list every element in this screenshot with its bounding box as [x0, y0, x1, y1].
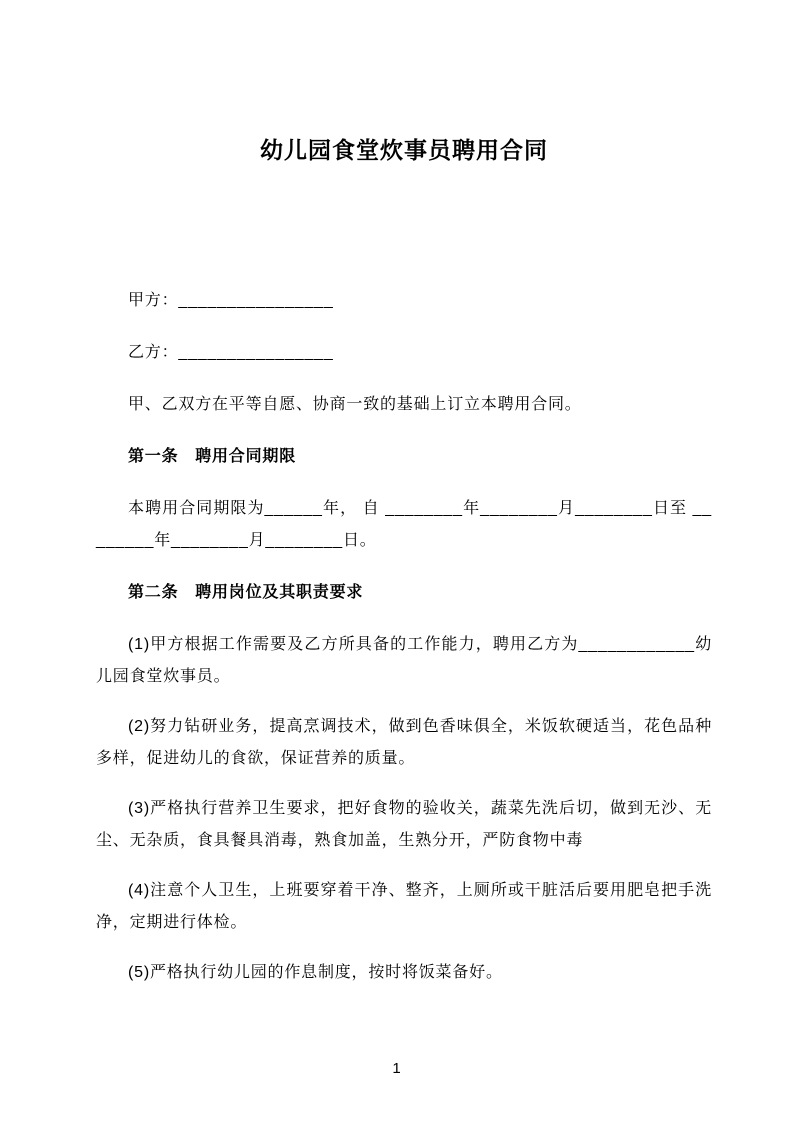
document-title: 幼儿园食堂炊事员聘用合同 — [260, 137, 548, 163]
article-1-body: 本聘用合同期限为______年， 自 ________年________月________日至 ________年________月________日。 — [96, 500, 712, 549]
party-a-line: 甲方：________________ — [128, 292, 334, 309]
duty-item-4: (4)注意个人卫生，上班要穿着干净、整齐，上厕所或干脏活后要用肥皂把手洗净，定期进行体检。 — [96, 882, 712, 931]
party-b-line: 乙方：________________ — [128, 344, 334, 361]
duty-item-1: (1)甲方根据工作需要及乙方所具备的工作能力，聘用乙方为____________幼儿园食堂炊事员。 — [96, 636, 712, 685]
duty-item-5: (5)严格执行幼儿园的作息制度，按时将饭菜备好。 — [128, 964, 503, 981]
article-2-heading: 第二条 聘用岗位及其职责要求 — [128, 584, 364, 601]
page-number: 1 — [392, 1060, 401, 1077]
intro-paragraph: 甲、乙双方在平等自愿、协商一致的基础上订立本聘用合同。 — [128, 396, 582, 413]
duty-item-2: (2)努力钻研业务，提高烹调技术，做到色香味俱全，米饭软硬适当，花色品种多样，促进幼儿的食欲，保证营养的质量。 — [96, 718, 712, 767]
article-1-heading: 第一条 聘用合同期限 — [128, 448, 297, 465]
duty-item-3: (3)严格执行营养卫生要求，把好食物的验收关，蔬菜先洗后切，做到无沙、无尘、无杂质，食具餐具消毒，熟食加盖，生熟分开，严防食物中毒 — [96, 800, 712, 849]
